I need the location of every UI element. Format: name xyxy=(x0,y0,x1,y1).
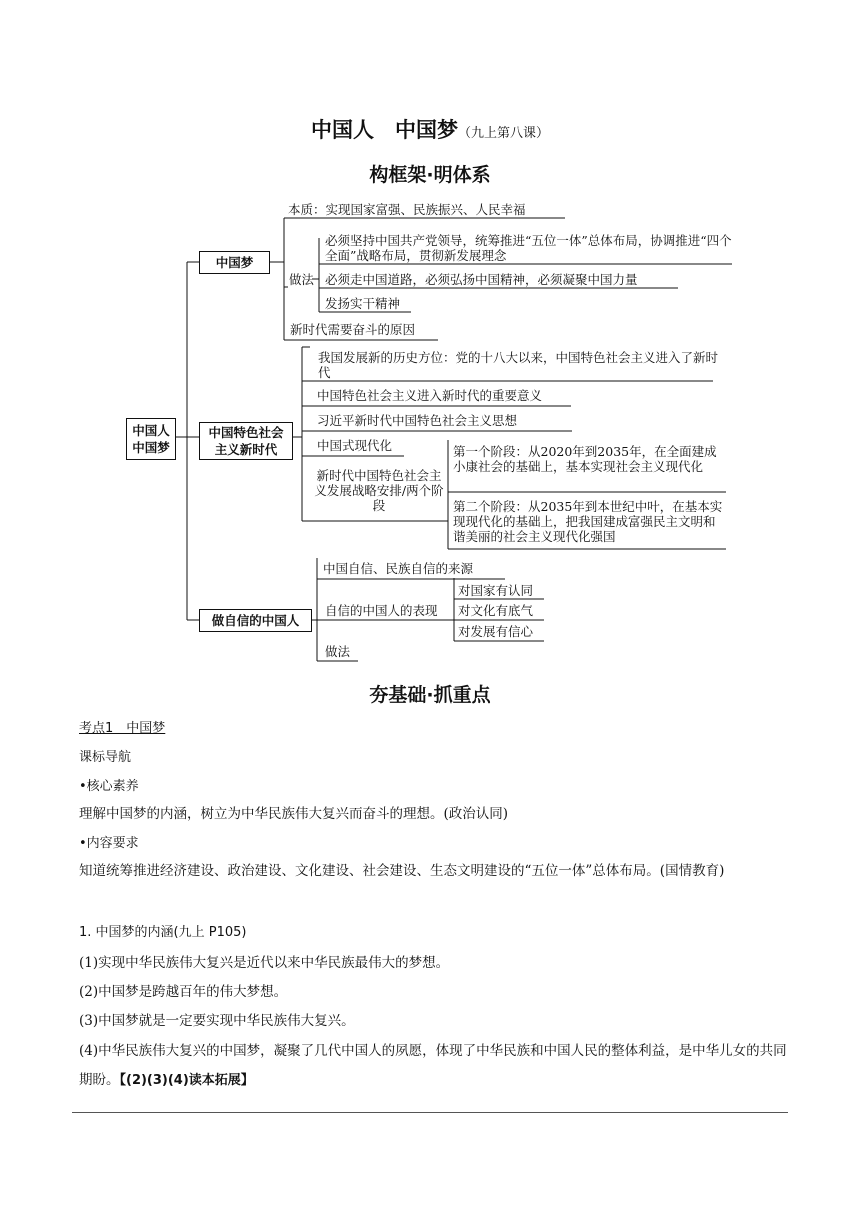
branch1-method-3: 发扬实干精神 xyxy=(325,296,401,311)
branch2-stage-1: 第一个阶段：从2020年到2035年，在全面建成小康社会的基础上，基本实现社会主义现代化 xyxy=(453,444,717,474)
branch1-method-label: 做法 xyxy=(289,272,315,287)
branch1-essence: 本质：实现国家富强、民族振兴、人民幸福 xyxy=(288,202,526,217)
branch3-source: 中国自信、民族自信的来源 xyxy=(323,561,474,576)
mindmap-root-box xyxy=(126,418,176,460)
branch1-box xyxy=(199,251,270,274)
item1-title: 1. 中国梦的内涵(九上 P105) xyxy=(79,925,247,940)
branch3-method: 做法 xyxy=(325,644,351,659)
requirement-text: 知道统筹推进经济建设、政治建设、文化建设、社会建设、生态文明建设的“五位一体”总体布局。(国情教育) xyxy=(79,863,725,879)
list-item-4-tag: 【(2)(3)(4)读本拓展】 xyxy=(119,1073,254,1088)
title-main: 中国人 中国梦 xyxy=(310,118,458,142)
branch1-method-1: 必须坚持中国共产党领导，统筹推进“五位一体”总体布局，协调推进“四个全面”战略布局，贯彻新发展理念 xyxy=(325,233,732,263)
branch2-item-1: 我国发展新的历史方位：党的十八大以来，中国特色社会主义进入了新时代 xyxy=(318,350,719,380)
branch1-label: 中国梦 xyxy=(215,254,254,270)
branch2-label: 中国特色社会 主义新时代 xyxy=(208,424,284,457)
footer-divider xyxy=(72,1112,788,1113)
branch2-item-3: 习近平新时代中国特色社会主义思想 xyxy=(317,413,518,428)
branch3-expression-3: 对发展有信心 xyxy=(458,624,534,639)
branch1-reason: 新时代需要奋斗的原因 xyxy=(290,322,416,337)
branch3-box xyxy=(199,609,312,632)
mindmap-root-label: 中国人 中国梦 xyxy=(132,422,170,455)
list-item-4 xyxy=(79,1037,789,1095)
branch2-item-4: 中国式现代化 xyxy=(317,438,393,453)
branch3-label: 做自信的中国人 xyxy=(211,612,300,628)
point-title: 考点1 中国梦 xyxy=(79,721,166,736)
branch2-box xyxy=(199,422,293,460)
list-item-4-text: (4)中华民族伟大复兴的中国梦，凝聚了几代中国人的夙愿，体现了中华民族和中国人民的整体利益，是中华儿女的共同期盼。 xyxy=(79,1043,787,1088)
title-sub: （九上第八课） xyxy=(457,126,549,141)
section-basics-heading: 夯基础·抓重点 xyxy=(369,684,491,706)
guide-heading: 课标导航 xyxy=(79,750,132,765)
core-heading: •核心素养 xyxy=(79,779,139,794)
list-item-2: (2)中国梦是跨越百年的伟大梦想。 xyxy=(79,984,288,1000)
branch2-stages-label: 新时代中国特色社会主义发展战略安排/两个阶段 xyxy=(314,468,444,513)
branch3-expression-1: 对国家有认同 xyxy=(458,583,534,598)
list-item-1: (1)实现中华民族伟大复兴是近代以来中华民族最伟大的梦想。 xyxy=(79,955,450,971)
section-framework-heading: 构框架·明体系 xyxy=(369,164,491,186)
branch2-item-2: 中国特色社会主义进入新时代的重要意义 xyxy=(317,388,543,403)
core-text: 理解中国梦的内涵，树立为中华民族伟大复兴而奋斗的理想。(政治认同) xyxy=(79,806,509,822)
requirement-heading: •内容要求 xyxy=(79,836,139,851)
list-item-3: (3)中国梦就是一定要实现中华民族伟大复兴。 xyxy=(79,1013,355,1029)
branch3-expression-2: 对文化有底气 xyxy=(458,603,534,618)
branch3-expression-label: 自信的中国人的表现 xyxy=(325,603,438,618)
branch2-stage-2: 第二个阶段：从2035年到本世纪中叶，在基本实现现代化的基础上，把我国建成富强民主文明和谐美丽的社会主义现代化强国 xyxy=(453,499,723,544)
branch1-method-2: 必须走中国道路，必须弘扬中国精神，必须凝聚中国力量 xyxy=(325,272,638,287)
